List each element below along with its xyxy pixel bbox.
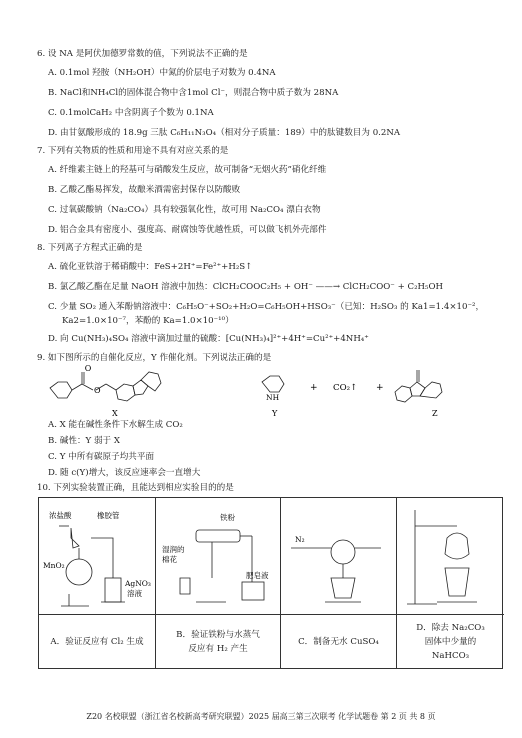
x-fluorene-ring-left [116, 384, 135, 401]
q9-reaction-scheme [0, 360, 522, 420]
q8-option-d: D. 向 Cu(NH₃)₄SO₄ 溶液中滴加过量的硫酸：[Cu(NH₃)₄]²⁺+4H⁺=Cu²⁺+4NH₄⁺ [48, 334, 369, 344]
plus-sign-1: + [310, 383, 318, 393]
q10-stem: 10. 下列实验装置正确，且能达到相应实验目的的是 [37, 483, 234, 493]
apparatus-c-cell [281, 498, 397, 614]
label-wet: 湿润的 [162, 545, 185, 554]
q9-option-b: B. 碱性：Y 弱于 X [48, 436, 121, 446]
q6-option-d: D. 由甘氨酸形成的 18.9g 三肽 C₆H₁₁N₃O₄（相对分子质量：189）中的肽键数目为 0.2NA [48, 128, 401, 138]
z-ring-five [410, 382, 425, 396]
q8-stem: 8. 下列离子方程式正确的是 [37, 243, 143, 253]
x-fluorene-ring-five [133, 380, 148, 395]
q9-stem: 9. 如下图所示的自催化反应，Y 作催化剂。下列说法正确的是 [37, 353, 272, 363]
x-ester-oxygen-label: O [94, 386, 101, 395]
label-mno2: MnO₂ [43, 561, 65, 570]
label-cotton: 棉花 [162, 555, 177, 564]
x-piperidine-ring [50, 382, 72, 398]
compound-z-label: Z [432, 409, 438, 418]
caption-b [156, 614, 281, 668]
q7-option-d: D. 铝合金具有密度小、强度高、耐腐蚀等优越性质，可以做飞机外壳部件 [48, 225, 327, 235]
q6-stem: 6. 设 NA 是阿伏加德罗常数的值，下列说法不正确的是 [37, 49, 248, 59]
q7-option-a: A. 纤维素主链上的羟基可与硝酸发生反应，故可制备“无烟火药”硝化纤维 [48, 165, 327, 175]
apparatus-a-drawing [39, 498, 156, 614]
y-piperidine-ring [262, 376, 284, 392]
y-nh-label: NH [266, 393, 280, 402]
label-soap-solution: 肥皂液 [246, 571, 269, 580]
compound-x-label: X [112, 409, 118, 418]
q10-apparatus-table [38, 497, 503, 669]
apparatus-d-drawing [397, 498, 504, 614]
x-fluorene-ring-right [141, 372, 161, 391]
q8-option-c-line2: Ka2=1.0×10⁻⁷，苯酚的 Ka=1.0×10⁻¹⁰） [62, 316, 234, 326]
q9-option-a: A. X 能在碱性条件下水解生成 CO₂ [48, 420, 183, 430]
apparatus-b-drawing [156, 498, 281, 614]
plus-sign-2: + [376, 383, 384, 393]
q9-option-d: D. 随 c(Y)增大，该反应速率会一直增大 [48, 468, 201, 478]
page-footer: Z20 名校联盟（浙江省名校新高考研究联盟）2025 届高三第三次联考 化学试题卷 第 2 页 共 8 页 [86, 712, 436, 721]
apparatus-d-cell [397, 498, 504, 614]
q8-option-b: B. 氯乙酸乙酯在足量 NaOH 溶液中加热：ClCH₂COOC₂H₅ + OH⁻ ——→ ClCH₂COO⁻ + C₂H₅OH [48, 282, 443, 292]
q6-option-b: B. NaCl和NH₄Cl的固体混合物中含1mol Cl⁻，则混合物中质子数为 28NA [48, 88, 339, 98]
caption-c [281, 614, 397, 668]
label-iron-powder: 铁粉 [220, 513, 235, 522]
label-n2: N₂ [295, 535, 305, 544]
label-rubber-tube: 橡胶管 [97, 511, 120, 520]
q8-option-a: A. 硫化亚铁溶于稀硝酸中：FeS+2H⁺=Fe²⁺+H₂S↑ [48, 262, 253, 272]
z-ring-left [395, 386, 412, 402]
z-ring-right [420, 382, 442, 398]
label-agno3: AgNO₃ [125, 579, 151, 588]
apparatus-c-drawing [281, 498, 397, 614]
label-conc-hcl: 浓盐酸 [49, 511, 72, 520]
label-solution: 溶液 [127, 589, 142, 598]
compound-y-label: Y [272, 409, 278, 418]
x-oxygen-label: O [84, 364, 92, 373]
co2-label: CO₂↑ [333, 383, 358, 393]
q8-option-c-line1: C. 少量 SO₂ 通入苯酚钠溶液中：C₆H₅O⁻+SO₂+H₂O=C₆H₅OH+HSO₃⁻（已知：H₂SO₃ 的 Ka1=1.4×10⁻²， [48, 302, 485, 312]
q7-stem: 7. 下列有关物质的性质和用途不具有对应关系的是 [37, 146, 229, 156]
caption-a [39, 614, 156, 668]
q7-option-c: C. 过氧碳酸钠（Na₂CO₄）具有较强氧化性，故可用 Na₂CO₄ 漂白衣物 [48, 205, 321, 215]
caption-b-line2: 反应有 H₂ 产生 [188, 643, 248, 654]
apparatus-a-cell [39, 498, 156, 614]
q6-option-c: C. 0.1molCaH₂ 中含阴离子个数为 0.1NA [48, 108, 214, 118]
caption-d-line1: D．除去 Na₂CO₃ [416, 622, 485, 633]
caption-a-text: A．验证反应有 Cl₂ 生成 [50, 636, 144, 647]
caption-b-line1: B．验证铁粉与水蒸气 [176, 629, 260, 640]
apparatus-b-cell [156, 498, 281, 614]
q7-option-b: B. 乙酸乙酯易挥发，故酿米酒需密封保存以防酸败 [48, 185, 241, 195]
q6-option-a: A. 0.1mol 羟胺（NH₂OH）中氮的价层电子对数为 0.4NA [48, 68, 276, 78]
caption-c-text: C．制备无水 CuSO₄ [298, 636, 379, 647]
caption-d-line2: 固体中少量的 [424, 636, 477, 647]
caption-d-line3: NaHCO₃ [431, 650, 470, 661]
caption-d [397, 614, 504, 668]
q9-option-c: C. Y 中所有碳原子均共平面 [48, 452, 155, 462]
